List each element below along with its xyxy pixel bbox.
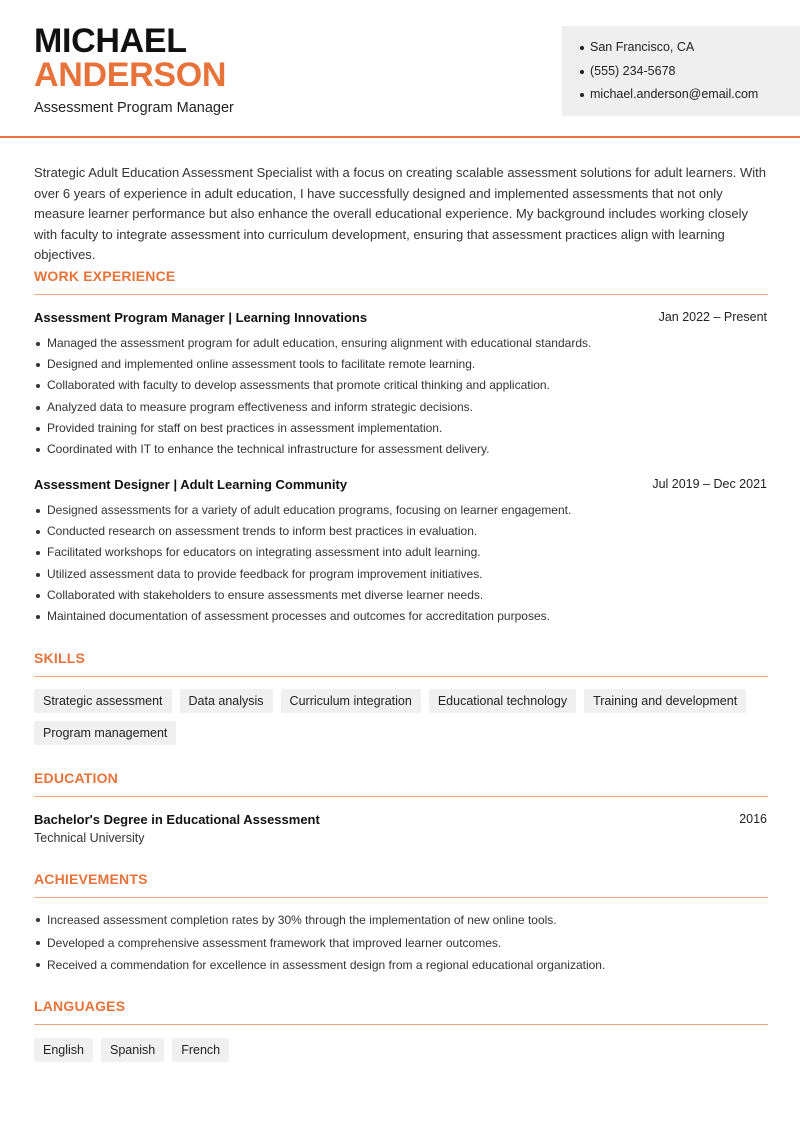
contact-phone: (555) 234-5678 xyxy=(580,60,800,84)
list-item: Utilized assessment data to provide feedback for program improvement initiatives. xyxy=(34,564,768,585)
resume-header xyxy=(0,0,800,138)
list-item: Increased assessment completion rates by 30% through the implementation of new online tools. xyxy=(34,909,768,932)
section-title-work: WORK EXPERIENCE xyxy=(34,268,176,284)
list-item: Facilitated workshops for educators on integrating assessment into adult learning. xyxy=(34,542,768,563)
section-title-achievements: ACHIEVEMENTS xyxy=(34,871,148,887)
job-bullets xyxy=(34,500,768,627)
section-divider xyxy=(34,294,768,295)
language-tag: French xyxy=(172,1038,229,1062)
languages-list xyxy=(34,1038,774,1062)
list-item: Received a commendation for excellence in assessment design from a regional educational organization. xyxy=(34,954,768,977)
education-school: Technical University xyxy=(34,831,145,845)
contact-box xyxy=(562,26,800,116)
language-tag: Spanish xyxy=(101,1038,164,1062)
section-divider xyxy=(34,1024,768,1025)
job-bullets xyxy=(34,333,768,460)
education-degree: Bachelor's Degree in Educational Assessment xyxy=(34,812,320,827)
skill-tag: Strategic assessment xyxy=(34,689,172,713)
summary-paragraph: Strategic Adult Education Assessment Specialist with a focus on creating scalable assessment solutions for adult learners. With over 6 years of experience in adult education, I have successfully designed and implemented assessments that not only measure learner performance but also enhance the overall educational experience. My background includes working closely with faculty to integrate assessment into curriculum development, ensuring that assessment practices align with learning objectives. xyxy=(34,165,766,263)
language-tag: English xyxy=(34,1038,93,1062)
list-item: Collaborated with stakeholders to ensure assessments met diverse learner needs. xyxy=(34,585,768,606)
section-title-education: EDUCATION xyxy=(34,770,118,786)
list-item: Designed assessments for a variety of adult education programs, focusing on learner engagement. xyxy=(34,500,768,521)
skill-tag: Program management xyxy=(34,721,176,745)
list-item: Collaborated with faculty to develop assessments that promote critical thinking and application. xyxy=(34,375,768,396)
education-year: 2016 xyxy=(739,812,767,826)
list-item: Analyzed data to measure program effectiveness and inform strategic decisions. xyxy=(34,397,768,418)
last-name: ANDERSON xyxy=(34,56,227,94)
skill-tag: Curriculum integration xyxy=(281,689,421,713)
skill-tag: Data analysis xyxy=(180,689,273,713)
list-item: Managed the assessment program for adult education, ensuring alignment with educational standards. xyxy=(34,333,768,354)
skill-tag: Training and development xyxy=(584,689,746,713)
list-item: Developed a comprehensive assessment framework that improved learner outcomes. xyxy=(34,932,768,955)
list-item: Maintained documentation of assessment processes and outcomes for accreditation purposes. xyxy=(34,606,768,627)
skill-tag: Educational technology xyxy=(429,689,576,713)
job-role: Assessment Program Manager xyxy=(34,100,234,116)
contact-email: michael.anderson@email.com xyxy=(580,83,800,107)
section-title-skills: SKILLS xyxy=(34,650,85,666)
list-item: Coordinated with IT to enhance the technical infrastructure for assessment delivery. xyxy=(34,439,768,460)
full-name xyxy=(34,24,226,92)
job-dates: Jan 2022 – Present xyxy=(658,310,767,324)
section-divider xyxy=(34,897,768,898)
section-divider xyxy=(34,676,768,677)
achievements-list xyxy=(34,909,768,977)
job-dates: Jul 2019 – Dec 2021 xyxy=(652,477,767,491)
first-name: MICHAEL xyxy=(34,22,187,60)
list-item: Designed and implemented online assessment tools to facilitate remote learning. xyxy=(34,354,768,375)
list-item: Provided training for staff on best practices in assessment implementation. xyxy=(34,418,768,439)
job-title: Assessment Designer | Adult Learning Community xyxy=(34,477,348,492)
section-divider xyxy=(34,796,768,797)
list-item: Conducted research on assessment trends to inform best practices in evaluation. xyxy=(34,521,768,542)
skills-list xyxy=(34,689,774,745)
contact-location: San Francisco, CA xyxy=(580,36,800,60)
job-title: Assessment Program Manager | Learning Innovations xyxy=(34,310,368,325)
section-title-languages: LANGUAGES xyxy=(34,998,126,1014)
